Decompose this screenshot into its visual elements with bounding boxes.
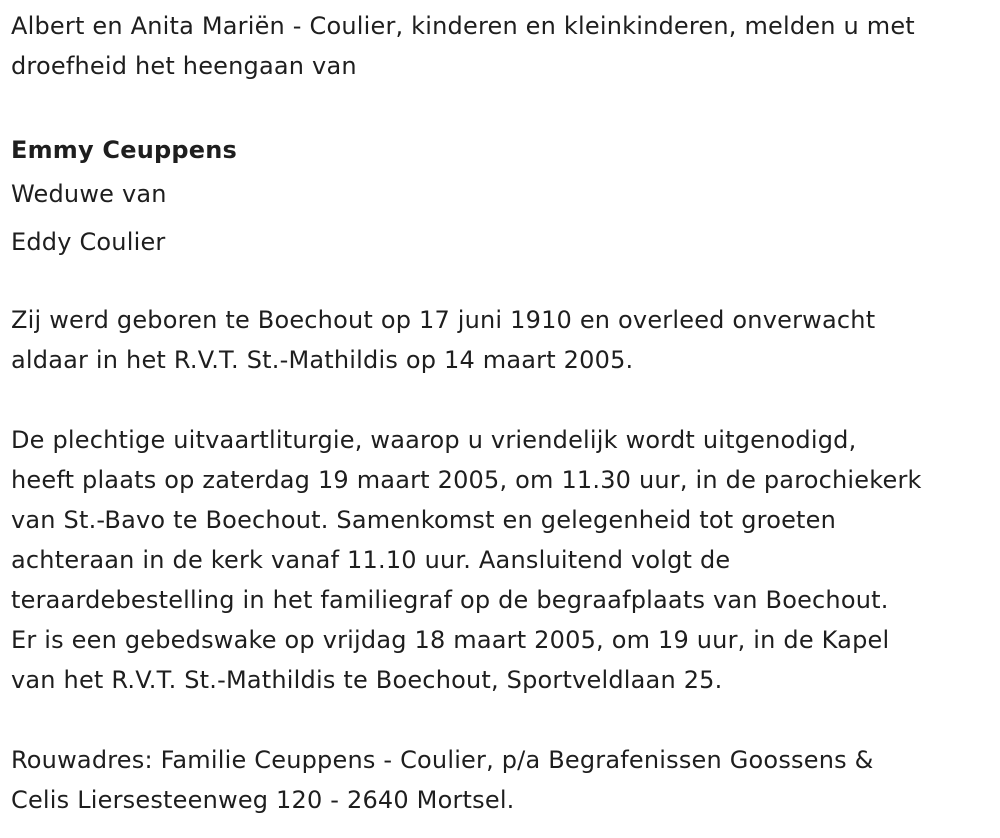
widow-label: Weduwe van — [11, 180, 167, 208]
spacer — [11, 380, 996, 420]
funeral-paragraph — [11, 420, 996, 700]
address-paragraph — [11, 740, 996, 820]
address-line: Rouwadres: Familie Ceuppens - Coulier, p/a Begrafenissen Goossens & — [11, 746, 874, 774]
intro-line: Albert en Anita Mariën - Coulier, kinderen en kleinkinderen, melden u met — [11, 12, 915, 40]
funeral-line: De plechtige uitvaartliturgie, waarop u vriendelijk wordt uitgenodigd, — [11, 426, 857, 454]
spouse-name: Eddy Coulier — [11, 228, 166, 256]
spacer — [11, 86, 996, 126]
birth-death-line: aldaar in het R.V.T. St.-Mathildis op 14 maart 2005. — [11, 346, 634, 374]
funeral-line: achteraan in de kerk vanaf 11.10 uur. Aansluitend volgt de — [11, 546, 731, 574]
birth-death-paragraph — [11, 300, 996, 380]
funeral-line: Er is een gebedswake op vrijdag 18 maart 2005, om 19 uur, in de Kapel — [11, 626, 890, 654]
spacer — [11, 266, 996, 300]
birth-death-line: Zij werd geboren te Boechout op 17 juni 1910 en overleed onverwacht — [11, 306, 876, 334]
funeral-line: heeft plaats op zaterdag 19 maart 2005, om 11.30 uur, in de parochiekerk — [11, 466, 922, 494]
funeral-line: van St.-Bavo te Boechout. Samenkomst en gelegenheid tot groeten — [11, 506, 837, 534]
intro-paragraph — [11, 6, 996, 86]
funeral-line: van het R.V.T. St.-Mathildis te Boechout, Sportveldlaan 25. — [11, 666, 723, 694]
obituary-notice — [11, 6, 996, 820]
deceased-name: Emmy Ceuppens — [11, 136, 237, 164]
spacer — [11, 700, 996, 740]
funeral-line: teraardebestelling in het familiegraf op de begraafplaats van Boechout. — [11, 586, 889, 614]
address-line: Celis Liersesteenweg 120 - 2640 Mortsel. — [11, 786, 515, 814]
intro-line: droefheid het heengaan van — [11, 52, 357, 80]
